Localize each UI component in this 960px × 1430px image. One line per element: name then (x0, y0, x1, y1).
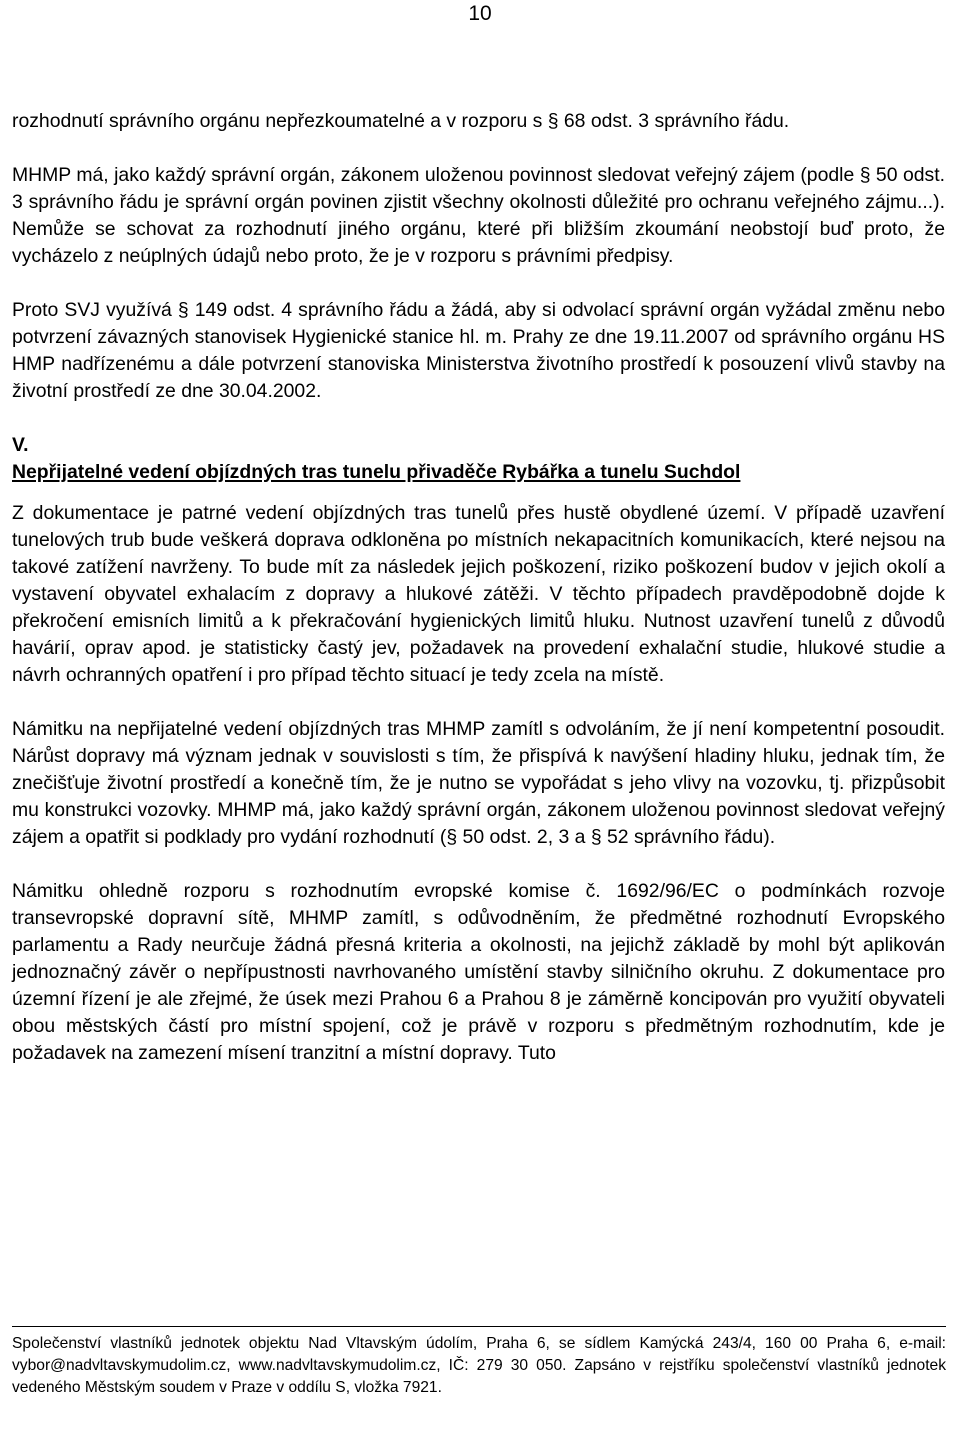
section-number: V. (12, 434, 29, 456)
section-paragraph-3: Námitku ohledně rozporu s rozhodnutím evropské komise č. 1692/96/EC o podmínkách rozvoje transevropské dopravní sítě, MHMP zamítl, s odůvodněním, že předmětné rozhodnutí Evropského parlamentu a Rady neurčuje žádná přesná kriteria a okolnosti, na jejichž základě by mohl být aplikován jednoznačný závěr o nepřípustnosti navrhovaného umístění stavby silničního okruhu. Z dokumentace pro územní řízení je ale zřejmé, že úsek mezi Prahou 6 a Prahou 8 je záměrně koncipován pro využití obyvateli obou městských částí pro místní spojení, což je právě v rozporu s předmětným rozhodnutím, kde je požadavek na zamezení mísení tranzitní a místní dopravy. Tuto (12, 880, 945, 1064)
page-number: 10 (468, 2, 492, 25)
document-body (12, 108, 945, 1094)
section-title: Nepřijatelné vedení objízdných tras tunelu přivaděče Rybářka a tunelu Suchdol (12, 461, 741, 483)
paragraph-2: MHMP má, jako každý správní orgán, zákonem uloženou povinnost sledovat veřejný zájem (podle § 50 odst. 3 správního řádu je správní orgán povinen zjistit všechny okolnosti důležité pro ochranu veřejného zájmu...). Nemůže se schovat za rozhodnutí jiného orgánu, které při bližším zkoumání neobstojí buď proto, že vycházelo z neúplných údajů nebo proto, že je v rozporu s právními předpisy. (12, 164, 945, 267)
section-paragraph-1: Z dokumentace je patrné vedení objízdných tras tunelů přes hustě obydlené území. V případě uzavření tunelových trub bude veškerá doprava odkloněna po místních nekapacitních komunikacích, které nejsou na takové zatížení navrženy. To bude mít za následek jejich poškození, riziko poškození budov v jejich okolí a vystavení obyvatel exhalacím z dopravy a hlukové zátěži. V těchto případech pravděpodobně dojde k překročení emisních limitů a k překračování hygienických limitů hluku. Nutnost uzavření tunelů z důvodů havárií, oprav apod. je statisticky častý jev, požadavek na provedení exhalační studie, hlukové studie a návrh ochranných opatření i pro případ těchto situací je tedy zcela na místě. (12, 502, 945, 686)
paragraph-1: rozhodnutí správního orgánu nepřezkoumatelné a v rozporu s § 68 odst. 3 správního řádu. (12, 110, 790, 132)
section-paragraph-2: Námitku na nepřijatelné vedení objízdných tras MHMP zamítl s odvoláním, že jí není kompetentní posoudit. Nárůst dopravy má význam jednak v souvislosti s tím, že přispívá k navýšení hladiny hluku, jednak tím, že znečišťuje životní prostředí a konečně tím, že je nutno se vypořádat s jeho vlivy na vozovku, tj. přizpůsobit mu konstrukci vozovky. MHMP má, jako každý správní orgán, zákonem uloženou povinnost sledovat veřejný zájem a opatřit si podklady pro vydání rozhodnutí (§ 50 odst. 2, 3 a § 52 správního řádu). (12, 718, 945, 848)
paragraph-3: Proto SVJ využívá § 149 odst. 4 správního řádu a žádá, aby si odvolací správní orgán vyžádal změnu nebo potvrzení závazných stanovisek Hygienické stanice hl. m. Prahy ze dne 19.11.2007 od správního orgánu HS HMP nadřízenému a dále potvrzení stanoviska Ministerstva životního prostředí k posouzení vlivů stavby na životní prostředí ze dne 30.04.2002. (12, 299, 945, 402)
page-footer: Společenství vlastníků jednotek objektu Nad Vltavským údolím, Praha 6, se sídlem Kamýcká 243/4, 160 00 Praha 6, e-mail: vybor@nadvltavskymudolim.cz, www.nadvltavskymudolim.cz, IČ: 279 30 050. Zapsáno v rejstříku společenství vlastníků jednotek vedeného Městským soudem v Praze v oddílu S, vložka 7921. (12, 1326, 946, 1399)
section-v (12, 432, 945, 1067)
